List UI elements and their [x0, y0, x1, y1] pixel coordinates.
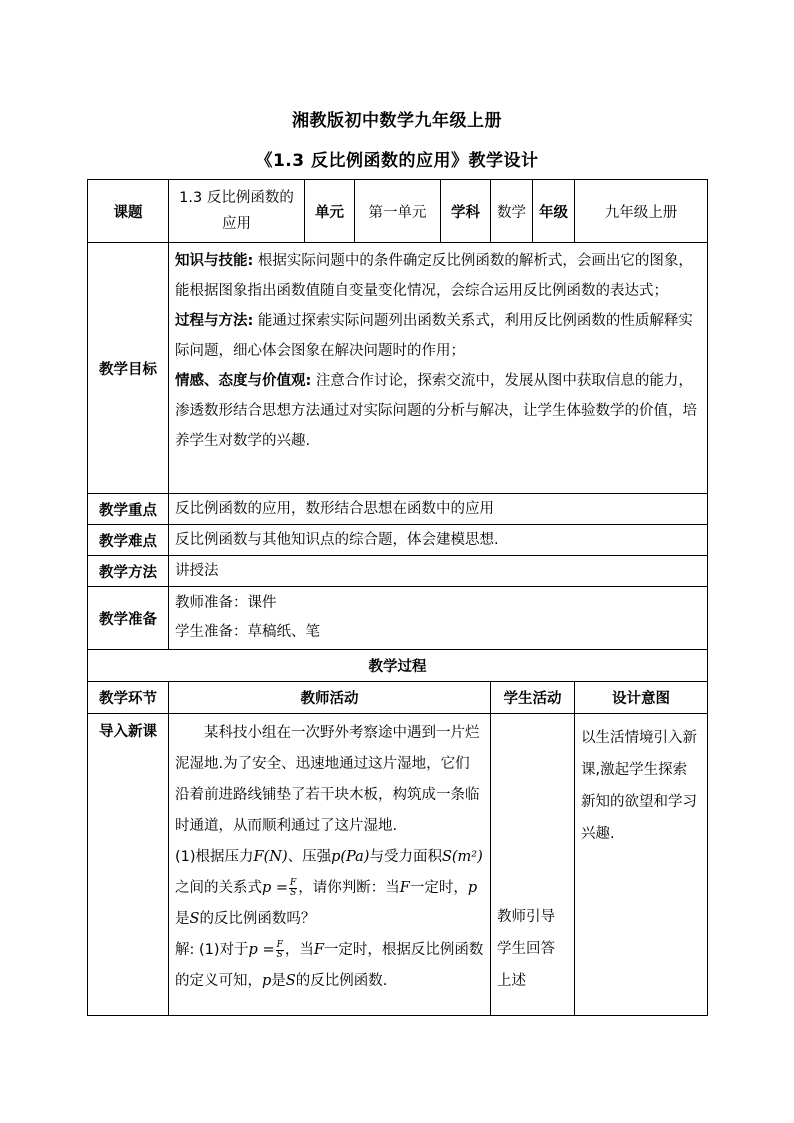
q1-text-b: 、压强: [287, 849, 332, 865]
topic-label: 课题: [88, 180, 169, 243]
prep-content: [169, 587, 708, 650]
prep-student: 学生准备：草稿纸、笔: [175, 624, 320, 640]
ans-var-F: F: [313, 942, 324, 958]
goal-knowledge-title: 知识与技能:: [175, 253, 254, 269]
col-stage-header: 教学环节: [88, 682, 169, 714]
q1-text-f: 一定时，: [409, 880, 468, 896]
lesson-plan-table: [87, 179, 708, 1016]
q1-text-g: 是: [175, 911, 190, 927]
ans-text-e: 的反比例函数.: [295, 973, 388, 989]
method-value: 讲授法: [169, 556, 708, 587]
document-subtitle: 《1.3 反比例函数的应用》教学设计: [255, 151, 539, 171]
method-label: 教学方法: [88, 556, 169, 587]
grade-label: 年级: [533, 180, 575, 243]
intro-paragraph: 某科技小组在一次野外考察途中遇到一片烂泥湿地.为了安全、迅速地通过这片湿地，它们沿着前进路线铺垫了若干块木板，构筑成一条临时通道，从而顺利通过了这片湿地.: [175, 725, 480, 834]
ans-fraction-numerator: F: [276, 939, 283, 950]
q1-var-S2: S: [189, 911, 200, 927]
q1-formula-p: p =: [262, 880, 289, 896]
q1-text-a: (1)根据压力: [175, 849, 254, 865]
ans-var-p: p: [262, 973, 272, 989]
subject-value: 数学: [491, 180, 533, 243]
fraction-denominator: S: [290, 887, 297, 898]
q1-text-d: 之间的关系式: [175, 880, 262, 896]
document-title: 湘教版初中数学九年级上册: [292, 111, 502, 131]
fraction-numerator: F: [290, 877, 297, 888]
q1-var-p2: p: [467, 880, 478, 896]
question-1: [175, 842, 484, 935]
goal-process-title: 过程与方法:: [175, 313, 254, 329]
ans-text-d: 是: [271, 973, 286, 989]
unit-label: 单元: [305, 180, 355, 243]
difficulty-value: 反比例函数与其他知识点的综合题，体会建模思想.: [169, 525, 708, 556]
q1-var-p: p(Pa): [331, 849, 370, 865]
prep-teacher: 教师准备：课件: [175, 595, 277, 611]
goal-knowledge-text: 根据实际问题中的条件确定反比例函数的解析式，会画出它的图象，能根据图象指出函数值随自变量变化情况，会综合运用反比例函数的表达式；: [175, 253, 693, 299]
process-title-row: [88, 650, 708, 682]
goals-content: [169, 243, 708, 494]
ans-text-a: 解: (1)对于: [175, 942, 249, 958]
student-activity: 教师引导学生回答上述: [491, 714, 575, 1016]
goal-process: [175, 306, 701, 366]
stage-intro: 导入新课: [88, 714, 169, 1016]
prep-label: 教学准备: [88, 587, 169, 650]
q1-text-h: 的反比例函数吗？: [199, 911, 316, 927]
goal-knowledge: [175, 246, 701, 306]
difficulty-label: 教学难点: [88, 525, 169, 556]
info-row: [88, 180, 708, 243]
ans-text-b: ，当: [284, 942, 314, 958]
goal-attitude: [175, 366, 701, 456]
q1-fraction: [289, 879, 297, 898]
q1-text-c: 与受力面积: [369, 849, 442, 865]
difficulty-row: [88, 525, 708, 556]
design-intent: 以生活情境引入新课,激起学生探索新知的欲望和学习兴趣.: [575, 714, 708, 1016]
col-intent-header: 设计意图: [575, 682, 708, 714]
process-row-intro: [88, 714, 708, 1016]
ans-var-S: S: [285, 973, 296, 989]
q1-var-F: F(N): [253, 849, 288, 865]
ans-formula-p: p =: [248, 942, 275, 958]
key-point-label: 教学重点: [88, 494, 169, 525]
grade-value: 九年级上册: [575, 180, 708, 243]
unit-value: 第一单元: [355, 180, 441, 243]
ans-text-c: 一定时，根据反比例函数的定义可知，: [175, 942, 484, 989]
col-teacher-header: 教师活动: [169, 682, 491, 714]
topic-value: 1.3 反比例函数的应用: [169, 180, 305, 243]
key-point-value: 反比例函数的应用，数形结合思想在函数中的应用: [169, 494, 708, 525]
q1-text-e: ，请你判断：当: [298, 880, 400, 896]
goals-label: 教学目标: [88, 243, 169, 494]
ans-fraction-denominator: S: [276, 949, 283, 960]
ans-fraction: [276, 941, 284, 960]
answer-1: [175, 935, 484, 997]
goals-row: [88, 243, 708, 494]
goal-attitude-title: 情感、态度与价值观:: [175, 373, 312, 389]
q1-var-F2: F: [399, 880, 410, 896]
goal-process-text: 能通过探索实际问题列出函数关系式，利用反比例函数的性质解释实际问题，细心体会图象在解决问题时的作用；: [175, 313, 693, 359]
col-student-header: 学生活动: [491, 682, 575, 714]
process-title: 教学过程: [88, 650, 708, 682]
prep-row: [88, 587, 708, 650]
q1-var-S: S(m²): [441, 849, 483, 865]
method-row: [88, 556, 708, 587]
process-header-row: [88, 682, 708, 714]
subject-label: 学科: [441, 180, 491, 243]
teacher-activity: [169, 714, 491, 1016]
key-point-row: [88, 494, 708, 525]
goal-attitude-text: 注意合作讨论，探索交流中，发展从图中获取信息的能力，渗透数形结合思想方法通过对实际问题的分析与解决，让学生体验数学的价值，培养学生对数学的兴趣.: [175, 373, 697, 449]
